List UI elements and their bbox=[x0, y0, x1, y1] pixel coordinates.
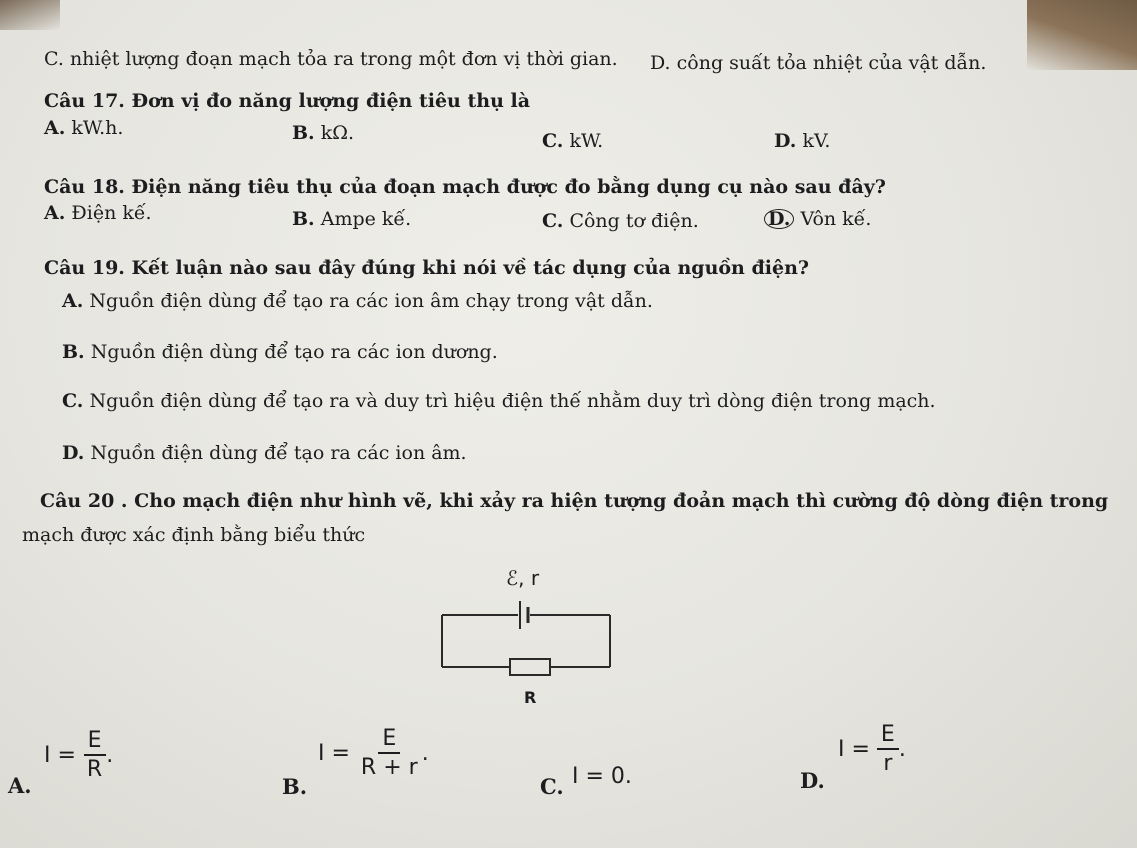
q17-option-d[interactable] bbox=[774, 130, 830, 152]
numerator: E bbox=[84, 728, 106, 756]
fraction bbox=[83, 728, 106, 784]
option-label: A. bbox=[44, 117, 66, 139]
option-label-circled: D. bbox=[764, 209, 794, 229]
q16-option-c[interactable]: C. nhiệt lượng đoạn mạch tỏa ra trong một đơn vị thời gian. bbox=[44, 48, 618, 70]
resistor bbox=[510, 659, 550, 675]
q20-stem-line2: mạch được xác định bằng biểu thức bbox=[22, 524, 366, 546]
option-label: D. bbox=[774, 130, 797, 152]
circuit-diagram bbox=[420, 555, 680, 715]
fraction bbox=[357, 726, 422, 782]
option-text: Nguồn điện dùng để tạo ra và duy trì hiệu điện thế nhằm duy trì dòng điện trong mạch. bbox=[89, 390, 936, 412]
q18-option-d[interactable] bbox=[764, 208, 871, 230]
q18-option-a[interactable] bbox=[44, 202, 152, 224]
q19-option-c[interactable] bbox=[62, 390, 936, 412]
q19-stem: Câu 19. Kết luận nào sau đây đúng khi nói về tác dụng của nguồn điện? bbox=[44, 257, 810, 279]
q20-option-b-label[interactable]: B. bbox=[282, 774, 308, 799]
option-text: kV. bbox=[802, 130, 831, 152]
q20-option-a-label[interactable]: A. bbox=[8, 773, 32, 798]
option-text: kW.h. bbox=[71, 117, 124, 139]
table-surface-corner-left bbox=[0, 0, 60, 30]
denominator: r bbox=[883, 751, 893, 776]
option-text: Vôn kế. bbox=[800, 208, 872, 230]
formula-lhs: I = bbox=[44, 743, 76, 768]
q17-option-a[interactable] bbox=[44, 117, 123, 139]
option-label: C. bbox=[542, 210, 564, 232]
option-text: kΩ. bbox=[320, 122, 355, 144]
denominator: R + r bbox=[360, 755, 418, 780]
q20-option-d-formula[interactable]: I = $\frac{E}{r}$ . bbox=[838, 722, 906, 776]
option-label: A. bbox=[62, 290, 84, 312]
option-text: Điện kế. bbox=[71, 202, 152, 224]
q20-option-d-label[interactable]: D. bbox=[800, 768, 825, 793]
formula-lhs: I = bbox=[838, 737, 870, 762]
option-label: A. bbox=[44, 202, 66, 224]
option-label: B. bbox=[292, 122, 315, 144]
option-text: Nguồn điện dùng để tạo ra các ion âm chạy trong vật dẫn. bbox=[89, 290, 653, 312]
option-text: Ampe kế. bbox=[320, 208, 412, 230]
option-label: D. bbox=[62, 442, 85, 464]
q20-stem-text: Câu 20 . Cho mạch điện như hình vẽ, khi xảy ra hiện tượng đoản mạch thì cường độ dòng điện trong bbox=[40, 490, 1109, 512]
q17-option-b[interactable] bbox=[292, 122, 354, 144]
option-text: Công tơ điện. bbox=[569, 210, 699, 232]
q20-stem-line1 bbox=[40, 490, 1108, 512]
denominator: R bbox=[86, 757, 103, 782]
q18-option-b[interactable] bbox=[292, 208, 411, 230]
option-label: B. bbox=[292, 208, 315, 230]
q20-option-c-formula[interactable]: I = 0. bbox=[572, 764, 632, 789]
numerator: E bbox=[877, 722, 899, 750]
q20-option-a-formula[interactable]: I = $\frac{E}{R}$ . bbox=[44, 728, 114, 782]
q18-stem: Câu 18. Điện năng tiêu thụ của đoạn mạch được đo bằng dụng cụ nào sau đây? bbox=[44, 176, 886, 198]
option-text: Nguồn điện dùng để tạo ra các ion âm. bbox=[90, 442, 467, 464]
q20-option-c-label[interactable]: C. bbox=[540, 774, 564, 799]
option-text: Nguồn điện dùng để tạo ra các ion dương. bbox=[90, 341, 498, 363]
option-label: B. bbox=[62, 341, 85, 363]
q20-option-b-formula[interactable]: I = $\frac{E}{R + r}$ . bbox=[318, 726, 429, 780]
fraction bbox=[877, 722, 899, 778]
source-label: ℰ, r bbox=[506, 566, 540, 590]
numerator: E bbox=[378, 726, 400, 754]
q19-option-a[interactable] bbox=[62, 290, 653, 312]
option-text: kW. bbox=[569, 130, 604, 152]
option-label: C. bbox=[542, 130, 564, 152]
resistor-label: R bbox=[524, 688, 537, 707]
option-label: C. bbox=[62, 390, 84, 412]
formula-lhs: I = bbox=[318, 741, 350, 766]
q16-option-d[interactable]: D. công suất tỏa nhiệt của vật dẫn. bbox=[650, 52, 987, 74]
table-surface-corner bbox=[1027, 0, 1137, 70]
q17-stem: Câu 17. Đơn vị đo năng lượng điện tiêu thụ là bbox=[44, 90, 531, 112]
q19-option-b[interactable] bbox=[62, 341, 498, 363]
q19-option-d[interactable] bbox=[62, 442, 467, 464]
q18-option-c[interactable] bbox=[542, 210, 699, 232]
q17-option-c[interactable] bbox=[542, 130, 603, 152]
